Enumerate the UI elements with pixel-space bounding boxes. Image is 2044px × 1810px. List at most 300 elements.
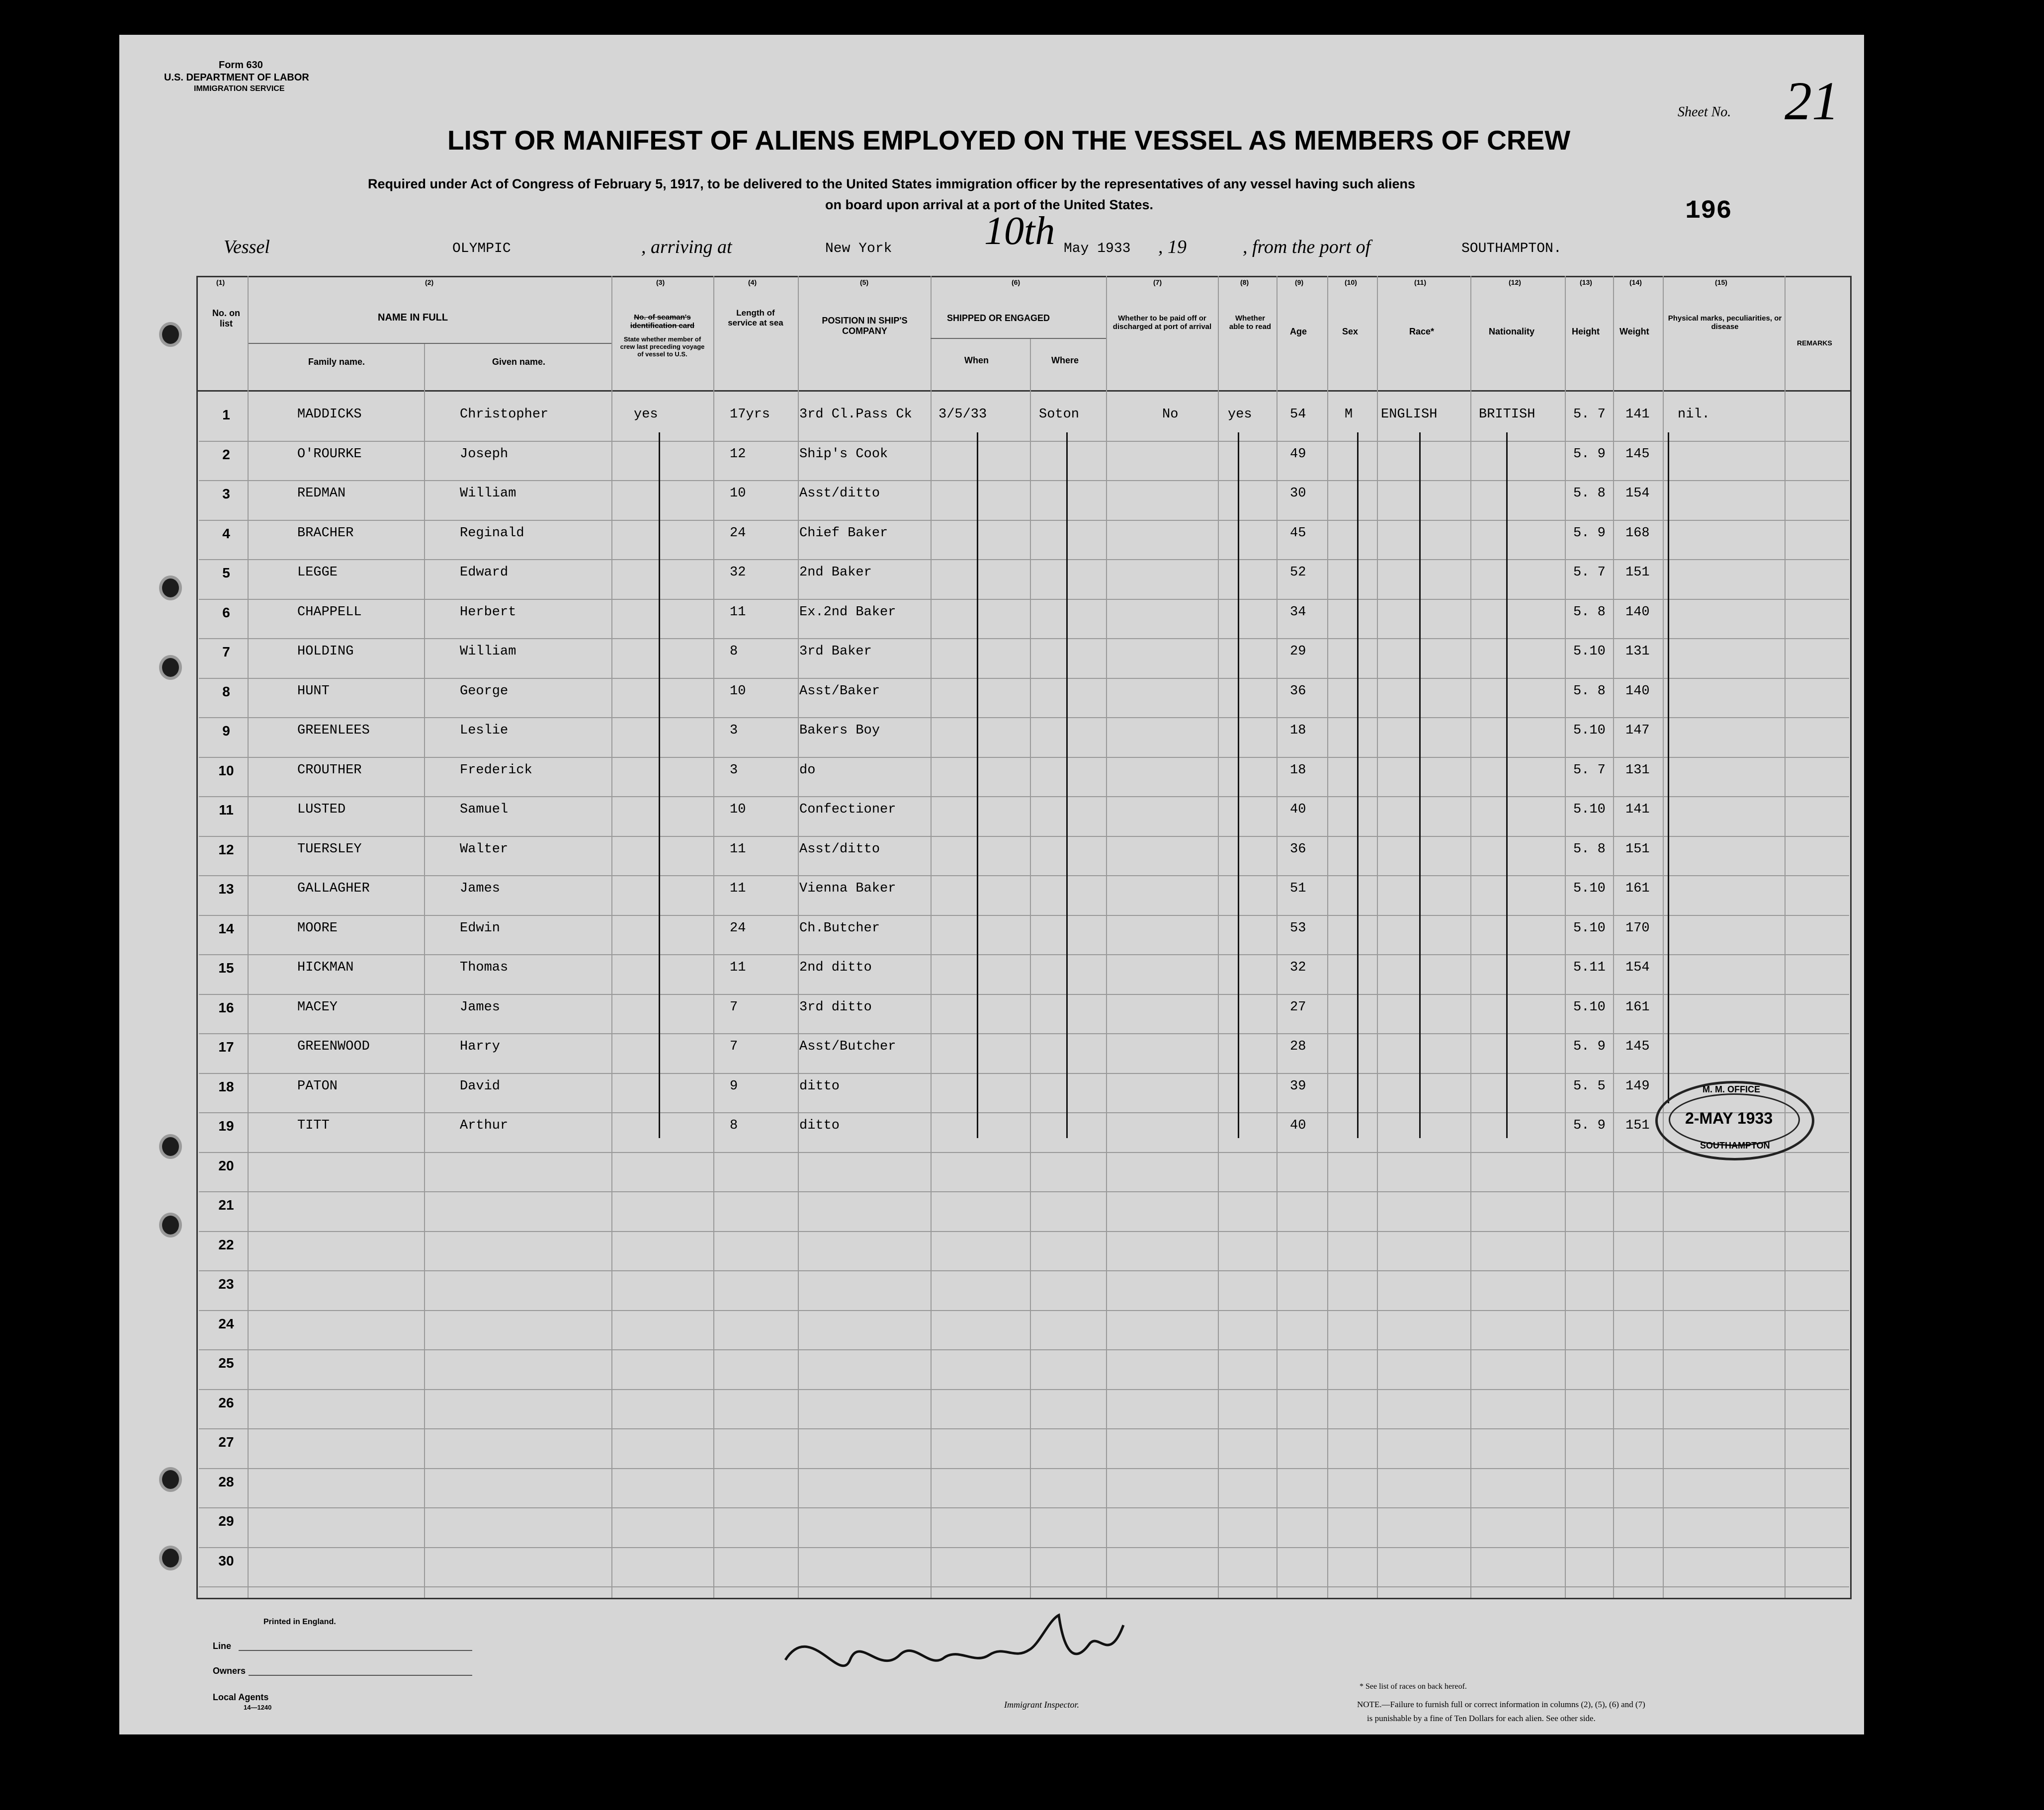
cell-no: 8 [222, 683, 230, 699]
cell-no: 29 [218, 1513, 234, 1529]
cell-weight: 151 [1625, 1118, 1650, 1133]
col-number-13: (13) [1580, 278, 1592, 286]
col-number-3: (3) [656, 278, 665, 286]
row-rule [199, 638, 1849, 639]
cell-age: 52 [1290, 565, 1306, 580]
cell-given: Samuel [460, 802, 509, 817]
cell-weight: 145 [1625, 1039, 1650, 1054]
binder-hole [159, 576, 182, 600]
cell-height: 5. 8 [1573, 841, 1606, 857]
shipped-subheader-rule [931, 338, 1106, 339]
cell-given: Edward [460, 565, 509, 580]
cell-age: 54 [1290, 407, 1306, 422]
cell-height: 5. 8 [1573, 486, 1606, 501]
ditto-line-marks [1668, 432, 1669, 1103]
cell-weight: 151 [1625, 841, 1650, 857]
cell-weight: 151 [1625, 565, 1650, 580]
col-header-read: Whether able to read [1229, 314, 1272, 331]
sheet-label: Sheet No. [1678, 104, 1731, 120]
col-header-when: When [964, 355, 989, 365]
cell-no: 30 [218, 1553, 234, 1568]
cell-position: 3rd Cl.Pass Ck [799, 407, 912, 422]
cell-no: 21 [218, 1197, 234, 1213]
col-header-paid-off: Whether to be paid off or discharged at port of arrival [1112, 314, 1212, 331]
ditto-line-race [1419, 432, 1421, 1138]
row-rule [199, 1112, 1849, 1113]
cell-age: 40 [1290, 802, 1306, 817]
cell-no: 13 [218, 881, 234, 897]
col-divider [1785, 276, 1786, 1598]
cell-family: HUNT [297, 683, 330, 699]
binder-hole [159, 1213, 182, 1237]
cell-given: George [460, 683, 509, 699]
owners-label: Owners [213, 1666, 246, 1676]
cell-weight: 170 [1625, 920, 1650, 936]
office-stamp [1655, 1081, 1814, 1160]
binder-hole [159, 655, 182, 680]
cell-position: Vienna Baker [799, 881, 896, 896]
cell-age: 30 [1290, 486, 1306, 501]
col-header-name: NAME IN FULL [378, 312, 448, 323]
cell-no: 23 [218, 1276, 234, 1292]
col-divider [1277, 276, 1278, 1598]
cell-no: 5 [222, 565, 230, 580]
cell-family: TUERSLEY [297, 841, 362, 857]
cell-no: 16 [218, 999, 234, 1015]
cell-height: 5. 7 [1573, 762, 1606, 778]
cell-family: MOORE [297, 920, 338, 936]
cell-position: 2nd ditto [799, 960, 872, 975]
cell-age: 45 [1290, 525, 1306, 541]
cell-position: 3rd ditto [799, 999, 872, 1015]
col-number-2: (2) [425, 278, 434, 286]
cell-height: 5.10 [1573, 723, 1606, 738]
ditto-line-where [1066, 432, 1068, 1138]
ditto-line-read [1238, 432, 1239, 1138]
arrival-date: May 1933 [1064, 241, 1131, 256]
row-rule [199, 441, 1849, 442]
cell-given: James [460, 999, 501, 1015]
cell-no: 1 [222, 407, 230, 422]
row-rule [199, 1547, 1849, 1548]
col-number-7: (7) [1153, 278, 1162, 286]
col-divider [1030, 338, 1031, 1598]
col-header-sex: Sex [1342, 327, 1359, 336]
cell-height: 5.10 [1573, 920, 1606, 936]
cell-family: O'ROURKE [297, 446, 362, 462]
cell-no: 25 [218, 1355, 234, 1371]
col-number-1: (1) [216, 278, 225, 286]
cell-age: 18 [1290, 723, 1306, 738]
line-rule [239, 1650, 472, 1651]
cell-position: Confectioner [799, 802, 896, 817]
col-divider [248, 276, 249, 1598]
cell-given: Walter [460, 841, 509, 857]
sheet-number: 21 [1785, 71, 1839, 131]
cell-age: 39 [1290, 1078, 1306, 1094]
ditto-line-sex [1357, 432, 1359, 1138]
col-number-5: (5) [860, 278, 869, 286]
cell-weight: 141 [1625, 407, 1650, 422]
cell-age: 40 [1290, 1118, 1306, 1133]
col-number-9: (9) [1295, 278, 1304, 286]
cell-no: 4 [222, 525, 230, 541]
cell-weight: 154 [1625, 486, 1650, 501]
cell-family: MACEY [297, 999, 338, 1015]
cell-given: Arthur [460, 1118, 509, 1133]
cell-age: 29 [1290, 644, 1306, 659]
cell-height: 5. 7 [1573, 407, 1606, 422]
cell-weight: 168 [1625, 525, 1650, 541]
cell-family: GREENLEES [297, 723, 370, 738]
binder-hole [159, 1134, 182, 1159]
col-divider [1106, 276, 1107, 1598]
cell-height: 5. 9 [1573, 1118, 1606, 1133]
cell-weight: 147 [1625, 723, 1650, 738]
cell-height: 5. 5 [1573, 1078, 1606, 1094]
cell-given: David [460, 1078, 501, 1094]
col-number-10: (10) [1345, 278, 1357, 286]
cell-service: 12 [730, 446, 746, 462]
department: U.S. DEPARTMENT OF LABOR [164, 72, 309, 83]
ditto-line-nationality [1506, 432, 1508, 1138]
row-rule [199, 1033, 1849, 1034]
stamp-number: 196 [1685, 196, 1732, 226]
cell-position: ditto [799, 1118, 840, 1133]
cell-service: 11 [730, 841, 746, 857]
cell-given: Leslie [460, 723, 509, 738]
cell-position: 3rd Baker [799, 644, 872, 659]
col-header-height: Height [1572, 327, 1600, 336]
binder-hole [159, 322, 182, 347]
row-rule [199, 875, 1849, 876]
cell-position: 2nd Baker [799, 565, 872, 580]
cell-age: 36 [1290, 683, 1306, 699]
cell-no: 9 [222, 723, 230, 739]
row-rule [199, 1389, 1849, 1390]
cell-position: Ex.2nd Baker [799, 604, 896, 620]
cell-no: 18 [218, 1078, 234, 1094]
col-divider [1377, 276, 1378, 1598]
row-rule [199, 994, 1849, 995]
cell-given: Christopher [460, 407, 549, 422]
cell-weight: 131 [1625, 762, 1650, 778]
row-rule [199, 520, 1849, 521]
subtitle-1: Required under Act of Congress of February 5, 1917, to be delivered to the United States immigration officer by the representatives of any vessel having such aliens [368, 176, 1416, 191]
printed-in: Printed in England. [263, 1618, 336, 1626]
cell-service: 10 [730, 683, 746, 699]
cell-family: CROUTHER [297, 762, 362, 778]
cell-no: 28 [218, 1474, 234, 1489]
cell-given: James [460, 881, 501, 896]
agents-label: Local Agents [213, 1692, 269, 1702]
cell-no: 12 [218, 841, 234, 857]
cell-service: 7 [730, 1039, 738, 1054]
binder-hole [159, 1546, 182, 1570]
cell-given: William [460, 486, 516, 501]
cell-paid: No [1162, 407, 1179, 422]
cell-family: HOLDING [297, 644, 354, 659]
cell-position: Asst/Butcher [799, 1039, 896, 1054]
cell-given: Edwin [460, 920, 501, 936]
cell-age: 18 [1290, 762, 1306, 778]
row-rule [199, 1310, 1849, 1311]
cell-age: 32 [1290, 960, 1306, 975]
col-divider [1470, 276, 1471, 1598]
row-rule [199, 717, 1849, 718]
cell-weight: 131 [1625, 644, 1650, 659]
cell-height: 5. 7 [1573, 565, 1606, 580]
cell-no: 10 [218, 762, 234, 778]
cell-height: 5.10 [1573, 881, 1606, 896]
col-header-service: Length of service at sea [728, 308, 783, 328]
cell-no: 2 [222, 446, 230, 462]
cell-when: 3/5/33 [938, 407, 987, 422]
stamp-date: 2-MAY 1933 [1685, 1109, 1773, 1127]
cell-service: 32 [730, 565, 746, 580]
cell-service: 8 [730, 644, 738, 659]
col-header-prev-voyage: State whether member of crew last preceding voyage of vessel to U.S. [620, 335, 705, 358]
col-header-marks: Physical marks, peculiarities, or disease [1668, 314, 1782, 331]
col-divider [1663, 276, 1664, 1598]
col-divider [1218, 276, 1219, 1598]
cell-no: 11 [219, 802, 234, 818]
cell-service: 11 [730, 881, 746, 896]
cell-age: 36 [1290, 841, 1306, 857]
cell-no: 24 [218, 1316, 234, 1331]
cell-height: 5.10 [1573, 999, 1606, 1015]
cell-position: do [799, 762, 816, 778]
col-number-4: (4) [748, 278, 757, 286]
row-rule [199, 954, 1849, 955]
col-header-given: Given name. [492, 357, 546, 367]
vessel-name: OLYMPIC [452, 241, 511, 256]
row-rule [199, 678, 1849, 679]
row-rule [199, 1507, 1849, 1508]
cell-height: 5. 8 [1573, 683, 1606, 699]
races-note: * See list of races on back hereof. [1360, 1682, 1467, 1691]
cell-position: Bakers Boy [799, 723, 880, 738]
col-number-14: (14) [1629, 278, 1642, 286]
col-header-card: No. of seaman's identification card [630, 313, 695, 330]
row-rule [199, 757, 1849, 758]
table-top-border [196, 276, 1852, 277]
subtitle-2: on board upon arrival at a port of the United States. [825, 197, 1154, 212]
page-title: LIST OR MANIFEST OF ALIENS EMPLOYED ON THE VESSEL AS MEMBERS OF CREW [447, 125, 1571, 156]
cell-no: 6 [222, 604, 230, 620]
row-rule [199, 1349, 1849, 1350]
cell-family: BRACHER [297, 525, 354, 541]
cell-age: 28 [1290, 1039, 1306, 1054]
table-left-border [196, 276, 198, 1599]
cell-position: Ch.Butcher [799, 920, 880, 936]
col-header-weight: Weight [1619, 327, 1649, 336]
cell-service: 9 [730, 1078, 738, 1094]
col-divider [424, 343, 425, 1598]
cell-age: 34 [1290, 604, 1306, 620]
line-label: Line [213, 1641, 232, 1651]
row-rule [199, 1073, 1849, 1074]
name-subheader-rule [249, 343, 611, 344]
cell-service: 10 [730, 802, 746, 817]
cell-no: 7 [222, 644, 230, 659]
cell-family: MADDICKS [297, 407, 362, 422]
cell-age: 53 [1290, 920, 1306, 936]
cell-height: 5.10 [1573, 802, 1606, 817]
cell-service: 8 [730, 1118, 738, 1133]
cell-height: 5.11 [1573, 960, 1606, 975]
col-header-family: Family name. [308, 357, 365, 367]
col-divider [1327, 276, 1328, 1598]
cell-service: 11 [730, 960, 746, 975]
cell-given: Joseph [460, 446, 509, 462]
row-rule [199, 1270, 1849, 1271]
cell-age: 51 [1290, 881, 1306, 896]
cell-position: Asst/ditto [799, 486, 880, 501]
row-rule [199, 1468, 1849, 1469]
cell-no: 20 [218, 1157, 234, 1173]
col-number-15: (15) [1715, 278, 1727, 286]
owners-rule [249, 1675, 472, 1676]
cell-service: 7 [730, 999, 738, 1015]
cell-height: 5.10 [1573, 644, 1606, 659]
col-header-nationality: Nationality [1489, 327, 1535, 336]
cell-race: ENGLISH [1381, 407, 1438, 422]
cell-weight: 140 [1625, 683, 1650, 699]
col-header-race: Race* [1409, 327, 1435, 336]
cell-family: CHAPPELL [297, 604, 362, 620]
date-handwritten: 10th [984, 209, 1055, 253]
cell-no: 19 [218, 1118, 234, 1134]
cell-no: 3 [222, 486, 230, 501]
cell-sex: M [1345, 407, 1353, 422]
cell-family: TITT [297, 1118, 330, 1133]
row-rule [199, 480, 1849, 481]
cell-position: ditto [799, 1078, 840, 1094]
stamp-top: M. M. OFFICE [1703, 1084, 1760, 1094]
cell-family: REDMAN [297, 486, 346, 501]
year-label: , 19 [1158, 237, 1187, 257]
cell-no: 22 [218, 1236, 234, 1252]
cell-service: 11 [730, 604, 746, 620]
row-rule [199, 1586, 1849, 1587]
cell-position: Chief Baker [799, 525, 888, 541]
cell-prev: yes [634, 407, 658, 422]
col-number-11: (11) [1414, 278, 1427, 286]
cell-weight: 149 [1625, 1078, 1650, 1094]
cell-no: 27 [218, 1434, 234, 1450]
col-header-no: No. on list [212, 308, 240, 329]
col-divider [1613, 276, 1614, 1598]
penalty-note-1: NOTE.—Failure to furnish full or correct information in columns (2), (5), (6) and (7) [1357, 1700, 1645, 1709]
cell-given: Herbert [460, 604, 516, 620]
form-code: 14—1240 [244, 1704, 272, 1711]
cell-no: 17 [218, 1039, 234, 1055]
cell-nat: BRITISH [1479, 407, 1535, 422]
port-name: SOUTHAMPTON. [1461, 241, 1562, 256]
arriving-at: New York [825, 241, 892, 256]
col-divider [798, 276, 799, 1598]
col-header-position: POSITION IN SHIP'S COMPANY [822, 316, 908, 336]
stamp-bottom: SOUTHAMPTON [1700, 1141, 1770, 1151]
cell-height: 5. 9 [1573, 446, 1606, 462]
cell-family: LUSTED [297, 802, 346, 817]
service: IMMIGRATION SERVICE [194, 84, 285, 93]
cell-position: Asst/Baker [799, 683, 880, 699]
cell-no: 26 [218, 1395, 234, 1410]
form-number: Form 630 [219, 60, 263, 71]
cell-height: 5. 9 [1573, 525, 1606, 541]
col-number-8: (8) [1240, 278, 1249, 286]
cell-family: GALLAGHER [297, 881, 370, 896]
row-rule [199, 915, 1849, 916]
cell-height: 5. 8 [1573, 604, 1606, 620]
cell-age: 49 [1290, 446, 1306, 462]
cell-service: 24 [730, 525, 746, 541]
row-rule [199, 559, 1849, 560]
cell-age: 27 [1290, 999, 1306, 1015]
cell-weight: 161 [1625, 999, 1650, 1015]
cell-service: 3 [730, 762, 738, 778]
penalty-note-2: is punishable by a fine of Ten Dollars for each alien. See other side. [1367, 1714, 1596, 1723]
row-rule [199, 1152, 1849, 1153]
cell-weight: 145 [1625, 446, 1650, 462]
col-header-shipped: SHIPPED OR ENGAGED [947, 313, 1050, 323]
cell-service: 3 [730, 723, 738, 738]
cell-family: GREENWOOD [297, 1039, 370, 1054]
header-bottom-border [196, 390, 1852, 392]
cell-position: Asst/ditto [799, 841, 880, 857]
col-header-age: Age [1290, 327, 1307, 336]
cell-family: LEGGE [297, 565, 338, 580]
cell-given: Reginald [460, 525, 524, 541]
cell-weight: 140 [1625, 604, 1650, 620]
inspector-label: Immigrant Inspector. [1004, 1700, 1079, 1710]
cell-given: Harry [460, 1039, 501, 1054]
row-rule [199, 1428, 1849, 1429]
cell-read: yes [1228, 407, 1252, 422]
cell-position: Ship's Cook [799, 446, 888, 462]
cell-family: HICKMAN [297, 960, 354, 975]
col-number-12: (12) [1509, 278, 1521, 286]
cell-weight: 161 [1625, 881, 1650, 896]
col-divider [713, 276, 714, 1598]
col-number-6: (6) [1012, 278, 1021, 286]
vessel-label: Vessel [224, 237, 270, 257]
cell-marks: nil. [1678, 407, 1710, 422]
row-rule [199, 1191, 1849, 1192]
cell-family: PATON [297, 1078, 338, 1094]
from-label: , from the port of [1243, 237, 1371, 257]
cell-service: 24 [730, 920, 746, 936]
cell-given: Thomas [460, 960, 509, 975]
cell-no: 15 [218, 960, 234, 976]
col-divider [931, 276, 932, 1598]
cell-where: Soton [1039, 407, 1080, 422]
col-header-remarks: REMARKS [1797, 339, 1832, 347]
cell-given: William [460, 644, 516, 659]
ditto-line-prev-voyage [659, 432, 660, 1138]
inspector-signature [780, 1600, 1138, 1690]
cell-weight: 154 [1625, 960, 1650, 975]
cell-given: Frederick [460, 762, 532, 778]
cell-weight: 141 [1625, 802, 1650, 817]
cell-service: 17yrs [730, 407, 770, 422]
cell-height: 5. 9 [1573, 1039, 1606, 1054]
row-rule [199, 599, 1849, 600]
table-bottom-border [196, 1598, 1852, 1599]
binder-hole [159, 1467, 182, 1492]
